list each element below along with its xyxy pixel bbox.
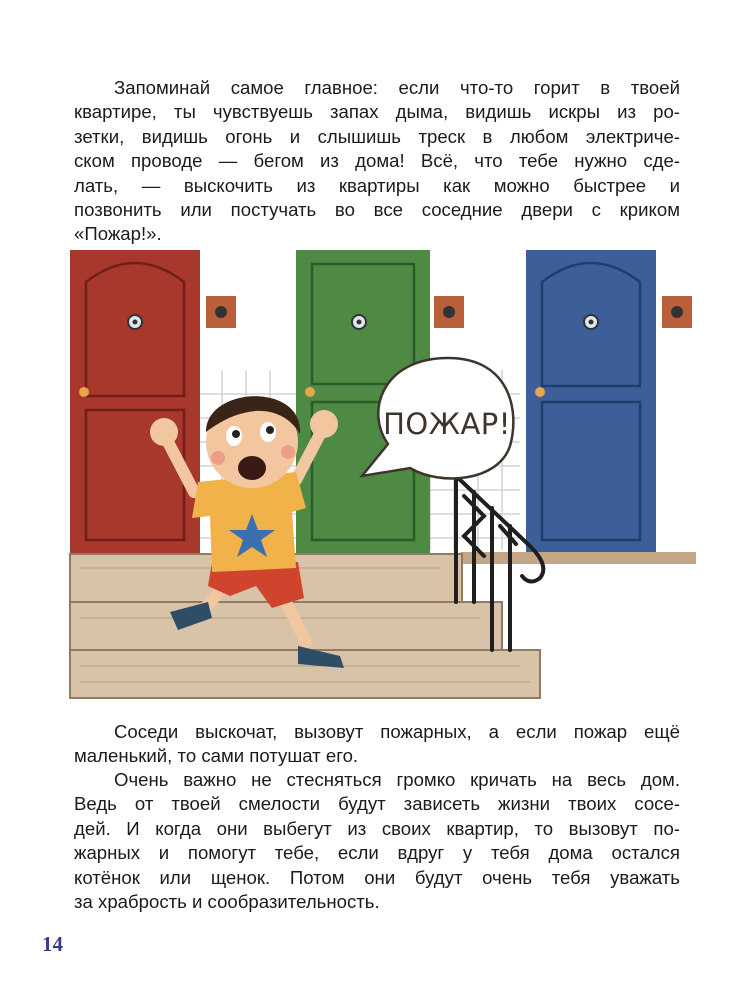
courage-paragraph [74,768,680,914]
text-line: Соседи выскочат, вызовут пожарных, а если пожар ещё [114,721,680,742]
staircase [70,554,540,698]
blue-door [526,250,656,554]
neighbors-paragraph [74,720,680,769]
text-line: «Пожар!». [74,223,162,245]
text-line: котёнок или щенок. Потом они будут очень тебя уважать [74,866,680,888]
landing-floor [460,552,696,564]
intro-paragraph [74,76,680,247]
text-line: квартире, ты чувствуешь запах дыма, видишь искры из ро- [74,101,680,123]
blue-door-bell [662,296,692,328]
text-line: Ведь от твоей смелости будут зависеть жизни твоих сосе- [74,793,680,815]
text-line: маленький, то сами потушат его. [74,745,359,767]
text-line: лать, — выскочить из квартиры как можно быстрее и [74,174,680,196]
text-line: жарных и помогут тебе, если вдруг у тебя дома остался [74,842,680,864]
text-line: дей. И когда они выбегут из своих квартир, то вызовут по- [74,817,680,839]
page-number: 14 [42,932,63,956]
text-line: зетки, видишь огонь и слышишь треск в любом электриче- [74,125,680,147]
text-line: за храбрость и сообразительность. [74,891,380,913]
boy-shouting-illustration [60,246,700,704]
green-door-bell [434,296,464,328]
text-line: позвонить или постучать во все соседние двери с криком [74,199,680,221]
red-door-bell [206,296,236,328]
speech-bubble-text: ПОЖАР! [383,407,511,441]
red-door [70,250,200,554]
text-line: ском проводе — бегом из дома! Всё, что тебе нужно сде- [74,150,680,172]
text-line: Очень важно не стесняться громко кричать на весь дом. [114,769,680,790]
text-line: Запоминай самое главное: если что-то горит в твоей [114,77,680,98]
